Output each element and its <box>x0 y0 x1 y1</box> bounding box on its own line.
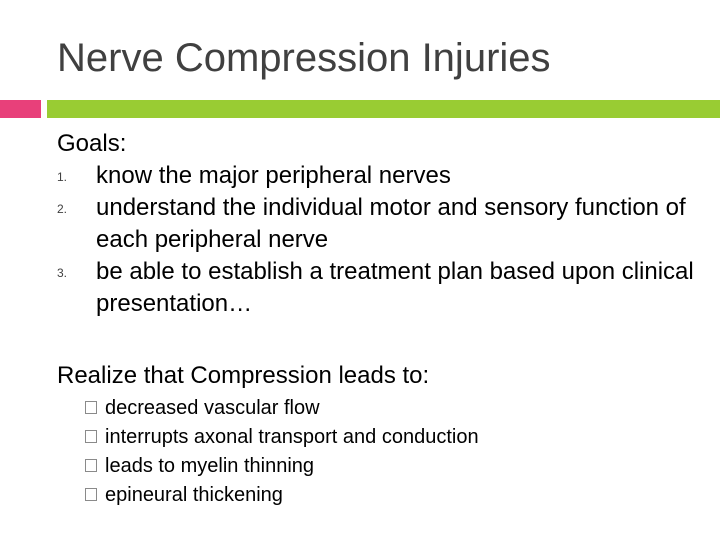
goals-label: Goals: <box>57 130 127 157</box>
compression-effect-item <box>57 452 707 481</box>
compression-effect-text: decreased vascular flow <box>105 397 320 419</box>
checkbox-bullet-icon <box>85 488 97 501</box>
compression-effect-text: epineural thickening <box>105 484 283 506</box>
goal-item <box>57 192 707 256</box>
checkbox-bullet-icon <box>85 430 97 443</box>
accent-bar-pink <box>0 100 41 118</box>
checkbox-bullet-icon <box>85 459 97 472</box>
goal-number: 1. <box>57 170 68 184</box>
goal-number: 3. <box>57 266 68 280</box>
compression-effects-list <box>57 394 707 510</box>
compression-effect-text: leads to myelin thinning <box>105 455 315 477</box>
accent-bar-green <box>47 100 720 118</box>
compression-effect-item <box>57 394 707 423</box>
goal-text: understand the individual motor and sensory function of each peripheral nerve <box>96 194 686 253</box>
compression-heading: Realize that Compression leads to: <box>57 362 430 389</box>
goal-number: 2. <box>57 202 68 216</box>
compression-effect-item <box>57 423 707 452</box>
slide-title: Nerve Compression Injuries <box>57 36 551 80</box>
goal-text: be able to establish a treatment plan based upon clinical presentation… <box>96 258 694 317</box>
goals-list <box>57 160 707 320</box>
goal-item <box>57 256 707 320</box>
goal-text: know the major peripheral nerves <box>96 162 451 189</box>
compression-effect-item <box>57 481 707 510</box>
checkbox-bullet-icon <box>85 401 97 414</box>
compression-effect-text: interrupts axonal transport and conduction <box>105 426 479 448</box>
slide-body <box>57 128 707 510</box>
goal-item <box>57 160 707 192</box>
